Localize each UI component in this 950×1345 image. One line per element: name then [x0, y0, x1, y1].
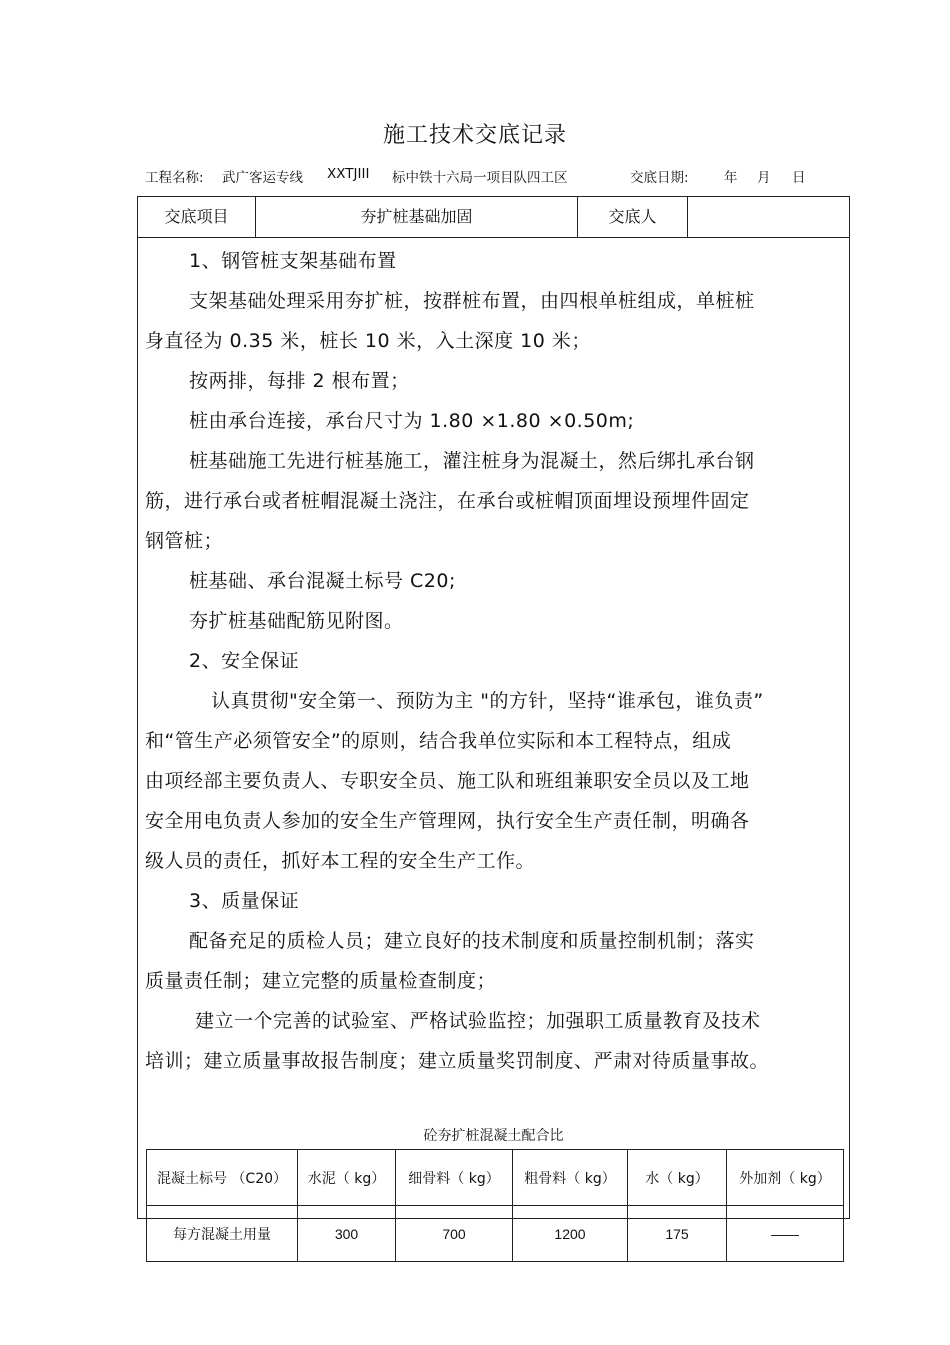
body-line: 按两排，每排 2 根布置；	[189, 370, 410, 392]
person-value	[688, 197, 850, 237]
project-name-suffix: 标中铁十六局一项目队四工区	[392, 170, 568, 186]
body-line: 钢管桩；	[145, 530, 224, 552]
body-line: 配备充足的质检人员；建立良好的技术制度和质量控制机制；落实	[189, 930, 755, 952]
project-code: XXTJIII	[327, 166, 370, 182]
page-title: 施工技术交底记录	[382, 123, 567, 148]
body-line: 筋，进行承台或者桩帽混凝土浇注，在承台或桩帽顶面埋设预埋件固定	[145, 490, 750, 512]
body-line: 建立一个完善的试验室、严格试验监控；加强职工质量教育及技术	[195, 1010, 761, 1032]
table-header-cell: 混凝土标号 （C20）	[147, 1150, 298, 1206]
body-line: 培训；建立质量事故报告制度；建立质量奖罚制度、严肃对待质量事故。	[145, 1050, 770, 1072]
table-row	[147, 1206, 844, 1262]
item-value: 夯扩桩基础加固	[360, 207, 473, 226]
project-label: 工程名称:	[145, 170, 204, 186]
body-line: 身直径为 0.35 米，桩长 10 米，入土深度 10 米；	[145, 330, 591, 352]
mix-ratio-table	[146, 1149, 844, 1262]
body-line: 夯扩桩基础配筋见附图。	[189, 610, 404, 632]
record-form	[137, 196, 850, 1243]
section-heading: 2、安全保证	[189, 650, 300, 672]
table-header-cell: 水（ kg）	[628, 1150, 727, 1206]
table-cell: 1200	[513, 1206, 628, 1262]
body-line: 安全用电负责人参加的安全生产管理网，执行安全生产责任制，明确各	[145, 810, 750, 832]
table-header-cell: 粗骨料（ kg）	[513, 1150, 628, 1206]
date-month: 月	[757, 170, 771, 186]
table-header-row	[147, 1150, 844, 1206]
item-label: 交底项目	[164, 207, 229, 226]
body-line: 支架基础处理采用夯扩桩，按群桩布置，由四根单桩组成，单桩桩	[189, 290, 755, 312]
table-header-cell: 水泥（ kg）	[298, 1150, 396, 1206]
section-heading: 1、钢管桩支架基础布置	[189, 250, 397, 272]
body-line: 桩基础施工先进行桩基施工，灌注桩身为混凝土，然后绑扎承台钢	[189, 450, 755, 472]
mix-table-caption: 砼夯扩桩混凝土配合比	[423, 1128, 564, 1144]
body-line: 桩由承台连接，承台尺寸为 1.80 ×1.80 ×0.50m;	[189, 410, 635, 432]
table-cell: 300	[298, 1206, 396, 1262]
table-cell: ——	[727, 1206, 844, 1262]
body-line: 级人员的责任，抓好本工程的安全生产工作。	[145, 850, 536, 872]
table-cell: 700	[396, 1206, 513, 1262]
table-header-cell: 外加剂（ kg）	[727, 1150, 844, 1206]
table-cell: 每方混凝土用量	[147, 1206, 298, 1262]
body-line: 和“管生产必须管安全”的原则，结合我单位实际和本工程特点，组成	[145, 730, 732, 752]
person-label: 交底人	[608, 207, 657, 226]
header-row	[138, 197, 849, 238]
table-header-cell: 细骨料（ kg）	[396, 1150, 513, 1206]
section-heading: 3、质量保证	[189, 890, 300, 912]
project-name-prefix: 武广客运专线	[222, 170, 303, 186]
body-line: 质量责任制；建立完整的质量检查制度；	[145, 970, 497, 992]
body-line: 由项经部主要负责人、专职安全员、施工队和班组兼职安全员以及工地	[145, 770, 750, 792]
body-line: 桩基础、承台混凝土标号 C20;	[189, 570, 456, 592]
body-line: 认真贯彻"安全第一、预防为主 "的方针，坚持“谁承包，谁负责”	[211, 690, 764, 712]
table-cell: 175	[628, 1206, 727, 1262]
date-year: 年	[724, 170, 738, 186]
date-label: 交底日期:	[630, 170, 689, 186]
date-day: 日	[792, 170, 806, 186]
